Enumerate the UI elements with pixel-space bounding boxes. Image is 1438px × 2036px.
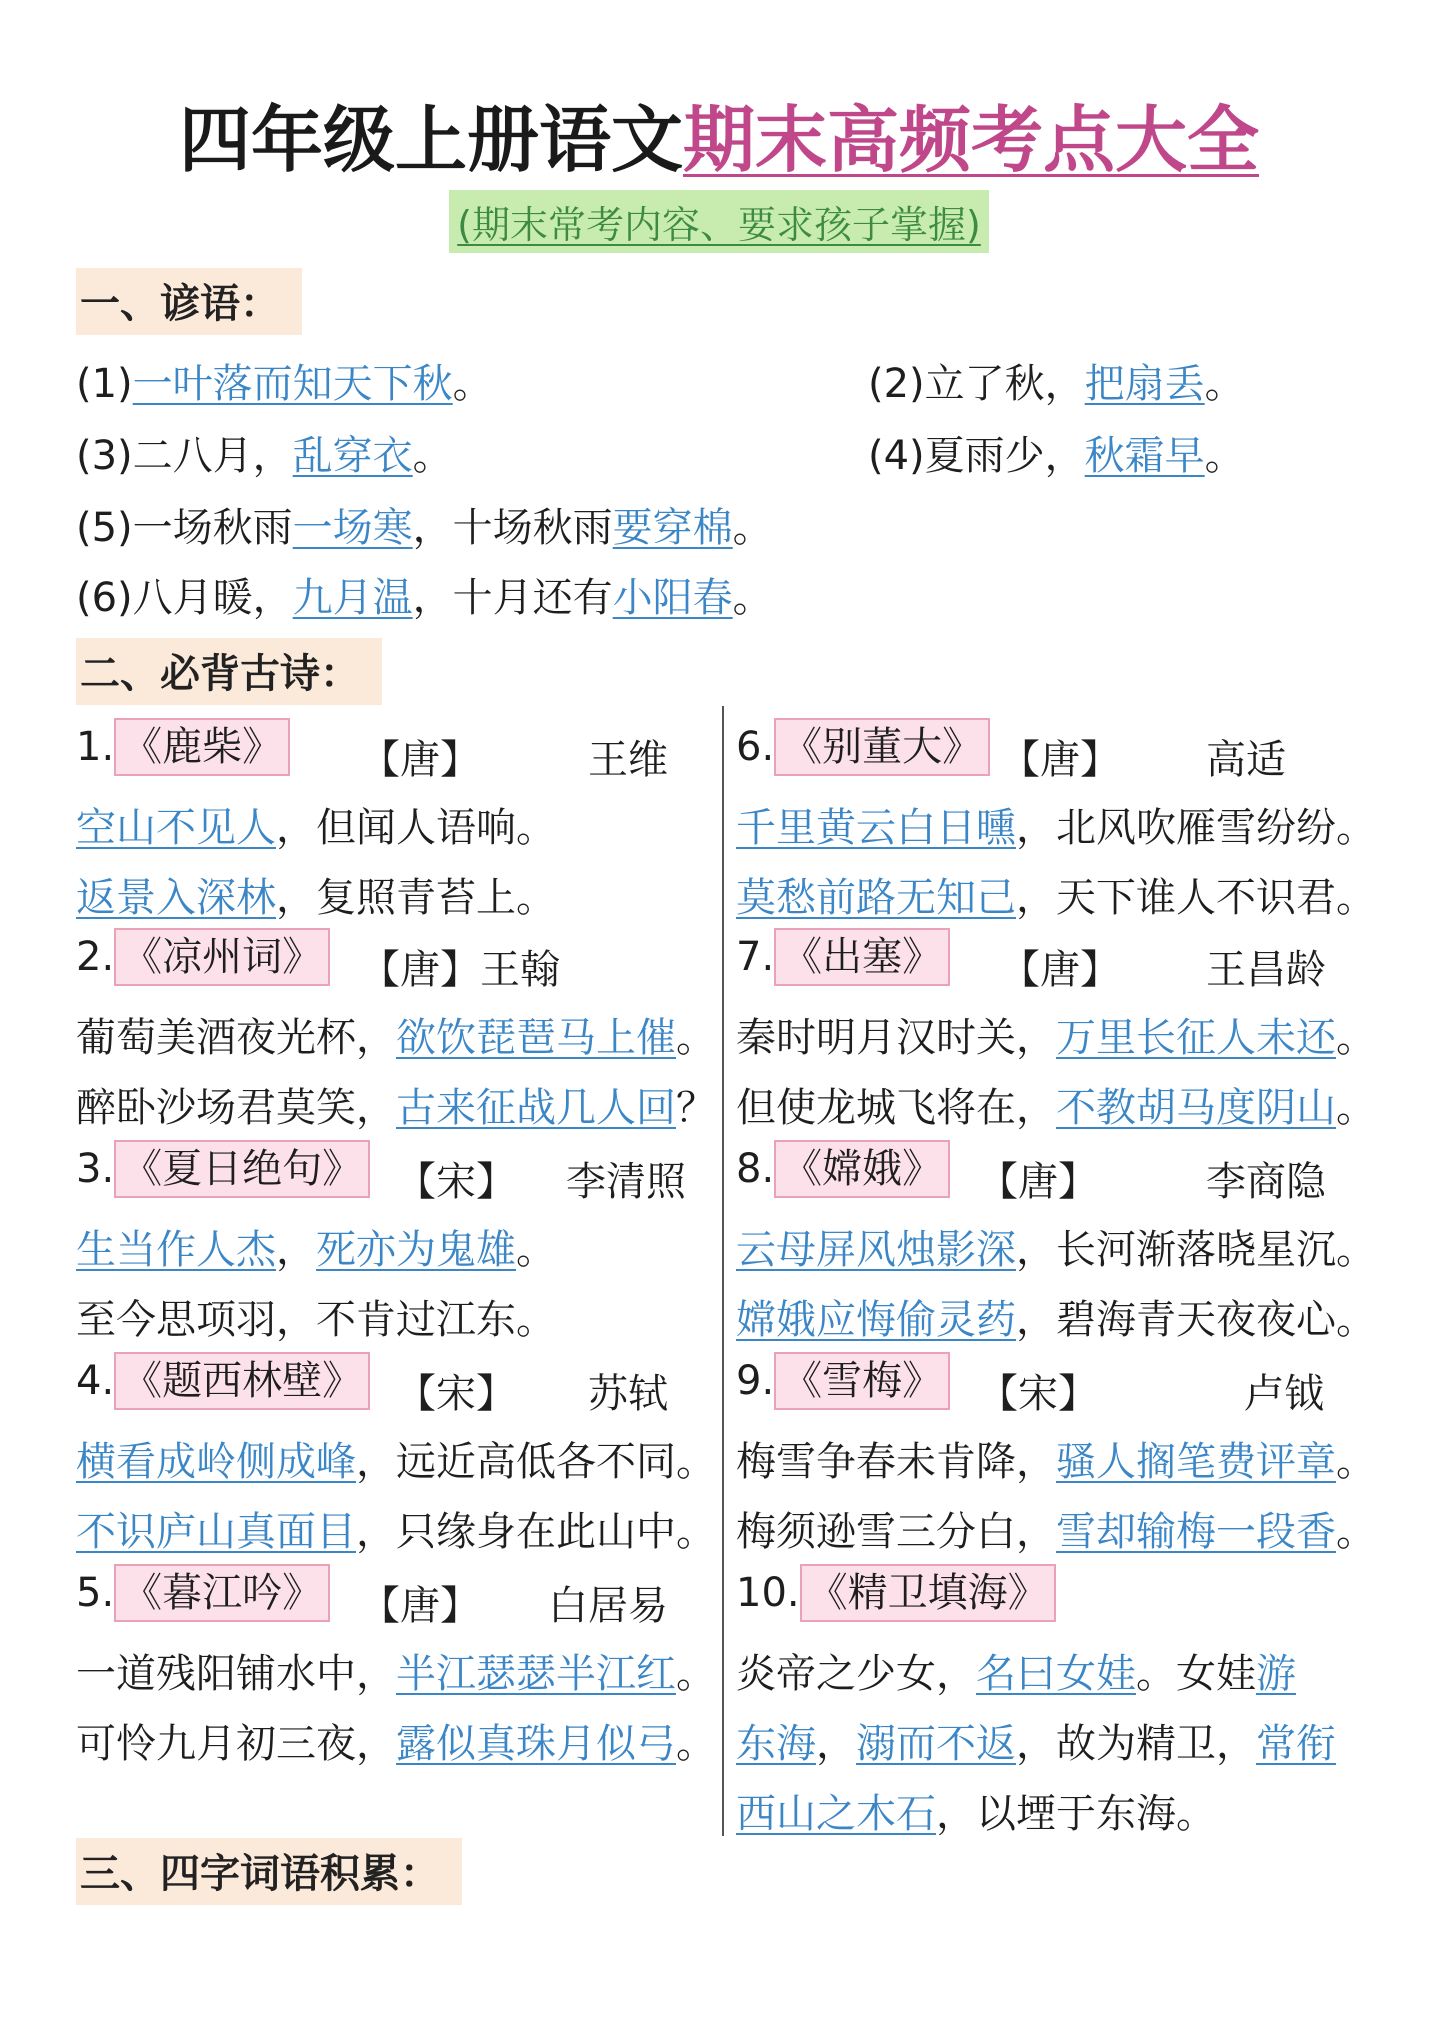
poem-title: 《夏日绝句》 — [114, 1140, 370, 1198]
poem-10-line-3 — [736, 1782, 1216, 1839]
proverb-highlight: 九月温 — [292, 575, 413, 621]
poem-highlight: 常衔 — [1256, 1721, 1336, 1767]
subtitle: (期末常考内容、要求孩子掌握) — [449, 190, 989, 253]
proverb-highlight: 小阳春 — [612, 575, 733, 621]
poem-highlight: 骚人搁笔费评章 — [1056, 1439, 1336, 1485]
poem-punct: 。 — [516, 1227, 556, 1273]
poem-8-line-1 — [736, 1218, 1376, 1275]
poem-title: 《题西林壁》 — [114, 1352, 370, 1410]
poem-1-header — [76, 718, 290, 776]
proverb-number: (5) — [76, 505, 133, 551]
poem-highlight: 云母屏风烛影深 — [736, 1227, 1016, 1273]
poem-title: 《出塞》 — [774, 928, 950, 986]
poem-3-dynasty: 【宋】 — [396, 1159, 516, 1205]
poem-9-author: 卢钺 — [1244, 1371, 1324, 1417]
proverb-text: 一场秋雨 — [132, 505, 293, 551]
poem-highlight: 生当作人杰 — [76, 1227, 276, 1273]
proverb-highlight: 秋霜早 — [1084, 433, 1205, 479]
poem-highlight: 嫦娥应悔偷灵药 — [736, 1297, 1016, 1343]
proverb-punct: 。 — [1204, 433, 1245, 479]
poem-10-line-1 — [736, 1642, 1296, 1699]
proverb-number: (1) — [76, 361, 133, 407]
proverb-number: (3) — [76, 433, 133, 479]
poem-text: ，远近高低各不同。 — [356, 1439, 716, 1485]
poem-5-dynasty: 【唐】 — [360, 1583, 480, 1629]
proverb-punct: 。 — [412, 433, 453, 479]
poem-highlight: 溺而不返 — [856, 1721, 1016, 1767]
poem-title: 《雪梅》 — [774, 1352, 950, 1410]
proverb-highlight: 乱穿衣 — [292, 433, 413, 479]
poem-8-header — [736, 1140, 950, 1198]
poem-number: 7. — [736, 934, 775, 980]
proverb-highlight: 要穿棉 — [612, 505, 733, 551]
poem-text: 葡萄美酒夜光杯， — [76, 1015, 396, 1061]
poem-punct: 。 — [1336, 1439, 1376, 1485]
section-poems: 二、必背古诗： — [76, 638, 382, 705]
poem-3-line-2: 至今思项羽，不肯过江东。 — [76, 1297, 556, 1343]
poem-number: 8. — [736, 1146, 775, 1192]
proverb-text: ，十月还有 — [412, 575, 613, 621]
poem-text: ，长河渐落晓星沉。 — [1016, 1227, 1376, 1273]
poem-title: 《别董大》 — [774, 718, 990, 776]
poem-highlight: 万里长征人未还 — [1056, 1015, 1336, 1061]
poem-6-author: 高适 — [1206, 737, 1286, 783]
poem-10-header — [736, 1564, 1056, 1622]
poem-number: 4. — [76, 1358, 115, 1404]
poem-text: ， — [816, 1721, 856, 1767]
poem-1-line-2 — [76, 866, 556, 923]
poem-highlight: 不教胡马度阴山 — [1056, 1085, 1336, 1131]
proverb-punct: 。 — [452, 361, 493, 407]
poem-highlight: 莫愁前路无知己 — [736, 875, 1016, 921]
poem-4-dynasty: 【宋】 — [396, 1371, 516, 1417]
poem-highlight: 空山不见人 — [76, 805, 276, 851]
poem-1-line-1 — [76, 796, 556, 853]
poem-text: 梅雪争春未肯降， — [736, 1439, 1056, 1485]
poem-text: 一道残阳铺水中， — [76, 1651, 396, 1697]
section-proverbs: 一、谚语： — [76, 268, 302, 335]
title-main: 四年级上册语文 — [178, 98, 683, 182]
proverb-text: 二八月， — [132, 433, 293, 479]
poem-author: 王翰 — [480, 947, 560, 993]
proverb-text: ，十场秋雨 — [412, 505, 613, 551]
poem-number: 5. — [76, 1570, 115, 1616]
poem-punct: 。 — [1336, 1085, 1376, 1131]
poem-text: 梅须逊雪三分白， — [736, 1509, 1056, 1555]
poem-highlight: 游 — [1256, 1651, 1296, 1697]
proverb-highlight: 一场寒 — [292, 505, 413, 551]
poem-punct: 。 — [1336, 1015, 1376, 1061]
poem-text: ，以堙于东海。 — [936, 1791, 1216, 1837]
poem-text: 。女娃 — [1136, 1651, 1256, 1697]
poem-9-line-1 — [736, 1430, 1376, 1487]
poem-title: 《嫦娥》 — [774, 1140, 950, 1198]
poem-highlight: 东海 — [736, 1721, 816, 1767]
poem-6-line-1 — [736, 796, 1376, 853]
poem-10-line-2 — [736, 1712, 1336, 1769]
poem-text: ，只缘身在此山中。 — [356, 1509, 716, 1555]
poem-text: ，天下谁人不识君。 — [1016, 875, 1376, 921]
poem-text: 但使龙城飞将在， — [736, 1085, 1056, 1131]
poem-7-line-2 — [736, 1076, 1376, 1133]
poem-5-line-1 — [76, 1642, 716, 1699]
poem-highlight: 死亦为鬼雄 — [316, 1227, 516, 1273]
poem-highlight: 名曰女娃 — [976, 1651, 1136, 1697]
poem-highlight: 露似真珠月似弓 — [396, 1721, 676, 1767]
poem-highlight: 半江瑟瑟半江红 — [396, 1651, 676, 1697]
poem-highlight: 横看成岭侧成峰 — [76, 1439, 356, 1485]
poem-7-dynasty: 【唐】 — [1000, 947, 1120, 993]
poem-highlight: 古来征战几人回 — [396, 1085, 676, 1131]
subtitle-wrap — [0, 190, 1438, 253]
poem-number: 2. — [76, 934, 115, 980]
poem-4-author: 苏轼 — [588, 1371, 668, 1417]
poem-text: ，故为精卫， — [1016, 1721, 1256, 1767]
poem-6-header — [736, 718, 990, 776]
poem-highlight: 雪却输梅一段香 — [1056, 1509, 1336, 1555]
poem-4-line-2 — [76, 1500, 716, 1557]
proverb-4 — [868, 424, 1245, 481]
poem-8-line-2 — [736, 1288, 1376, 1345]
poem-title: 《鹿柴》 — [114, 718, 290, 776]
poem-6-line-2 — [736, 866, 1376, 923]
poem-3-author: 李清照 — [566, 1159, 686, 1205]
poem-text: 可怜九月初三夜， — [76, 1721, 396, 1767]
poem-text: ，北风吹雁雪纷纷。 — [1016, 805, 1376, 851]
proverb-1 — [76, 352, 493, 409]
proverb-text: 八月暖， — [132, 575, 293, 621]
poem-1-author: 王维 — [588, 737, 668, 783]
proverb-number: (2) — [868, 361, 925, 407]
proverb-text: 夏雨少， — [924, 433, 1085, 479]
proverb-highlight: 一叶落而知天下秋 — [132, 361, 453, 407]
poem-7-header — [736, 928, 950, 986]
poem-text: ，但闻人语响。 — [276, 805, 556, 851]
poem-title: 《精卫填海》 — [800, 1564, 1056, 1622]
poem-number: 6. — [736, 724, 775, 770]
poem-punct: 。 — [1336, 1509, 1376, 1555]
poem-text: 醉卧沙场君莫笑， — [76, 1085, 396, 1131]
poem-highlight: 西山之木石 — [736, 1791, 936, 1837]
proverb-punct: 。 — [732, 505, 773, 551]
poem-dynasty: 【唐】 — [360, 947, 480, 993]
title-highlight: 期末高频考点大全 — [683, 98, 1260, 182]
poem-7-author: 王昌龄 — [1206, 947, 1326, 993]
poem-highlight: 返景入深林 — [76, 875, 276, 921]
poem-text: 炎帝之少女， — [736, 1651, 976, 1697]
poem-2-dynasty-author — [360, 938, 560, 995]
poem-title: 《暮江吟》 — [114, 1564, 330, 1622]
poem-punct: 。 — [676, 1651, 716, 1697]
proverb-highlight: 把扇丢 — [1084, 361, 1205, 407]
proverb-5 — [76, 496, 773, 553]
poem-highlight: 欲饮琵琶马上催 — [396, 1015, 676, 1061]
poem-9-dynasty: 【宋】 — [978, 1371, 1098, 1417]
column-divider — [722, 706, 724, 1836]
poem-punct: 。 — [676, 1721, 716, 1767]
poem-5-line-2 — [76, 1712, 716, 1769]
proverb-3 — [76, 424, 453, 481]
poem-number: 3. — [76, 1146, 115, 1192]
poem-punct: ？ — [676, 1085, 716, 1131]
poem-3-line-1 — [76, 1218, 556, 1275]
poem-3-header — [76, 1140, 370, 1198]
poem-6-dynasty: 【唐】 — [1000, 737, 1120, 783]
poem-8-author: 李商隐 — [1206, 1159, 1326, 1205]
poem-punct: 。 — [676, 1015, 716, 1061]
poem-5-header — [76, 1564, 330, 1622]
poem-1-dynasty: 【唐】 — [360, 737, 480, 783]
poem-title: 《凉州词》 — [114, 928, 330, 986]
poem-5-author: 白居易 — [548, 1583, 668, 1629]
poem-9-line-2 — [736, 1500, 1376, 1557]
proverb-2 — [868, 352, 1245, 409]
poem-9-header — [736, 1352, 950, 1410]
poem-2-line-1 — [76, 1006, 716, 1063]
proverb-6 — [76, 566, 773, 623]
poem-text: ，复照青苔上。 — [276, 875, 556, 921]
poem-2-header — [76, 928, 330, 986]
poem-4-header — [76, 1352, 370, 1410]
section-idioms: 三、四字词语积累： — [76, 1838, 462, 1905]
page-title — [0, 82, 1438, 186]
poem-number: 9. — [736, 1358, 775, 1404]
poem-text: 秦时明月汉时关， — [736, 1015, 1056, 1061]
proverb-text: 立了秋， — [924, 361, 1085, 407]
proverb-number: (4) — [868, 433, 925, 479]
poem-text: ，碧海青天夜夜心。 — [1016, 1297, 1376, 1343]
poem-8-dynasty: 【唐】 — [978, 1159, 1098, 1205]
proverb-number: (6) — [76, 575, 133, 621]
poem-text: ， — [276, 1227, 316, 1273]
poem-highlight: 不识庐山真面目 — [76, 1509, 356, 1555]
poem-number: 10. — [736, 1570, 800, 1616]
poem-4-line-1 — [76, 1430, 716, 1487]
poem-7-line-1 — [736, 1006, 1376, 1063]
poem-highlight: 千里黄云白日曛 — [736, 805, 1016, 851]
proverb-punct: 。 — [1204, 361, 1245, 407]
proverb-punct: 。 — [732, 575, 773, 621]
poem-2-line-2 — [76, 1076, 716, 1133]
poem-number: 1. — [76, 724, 115, 770]
